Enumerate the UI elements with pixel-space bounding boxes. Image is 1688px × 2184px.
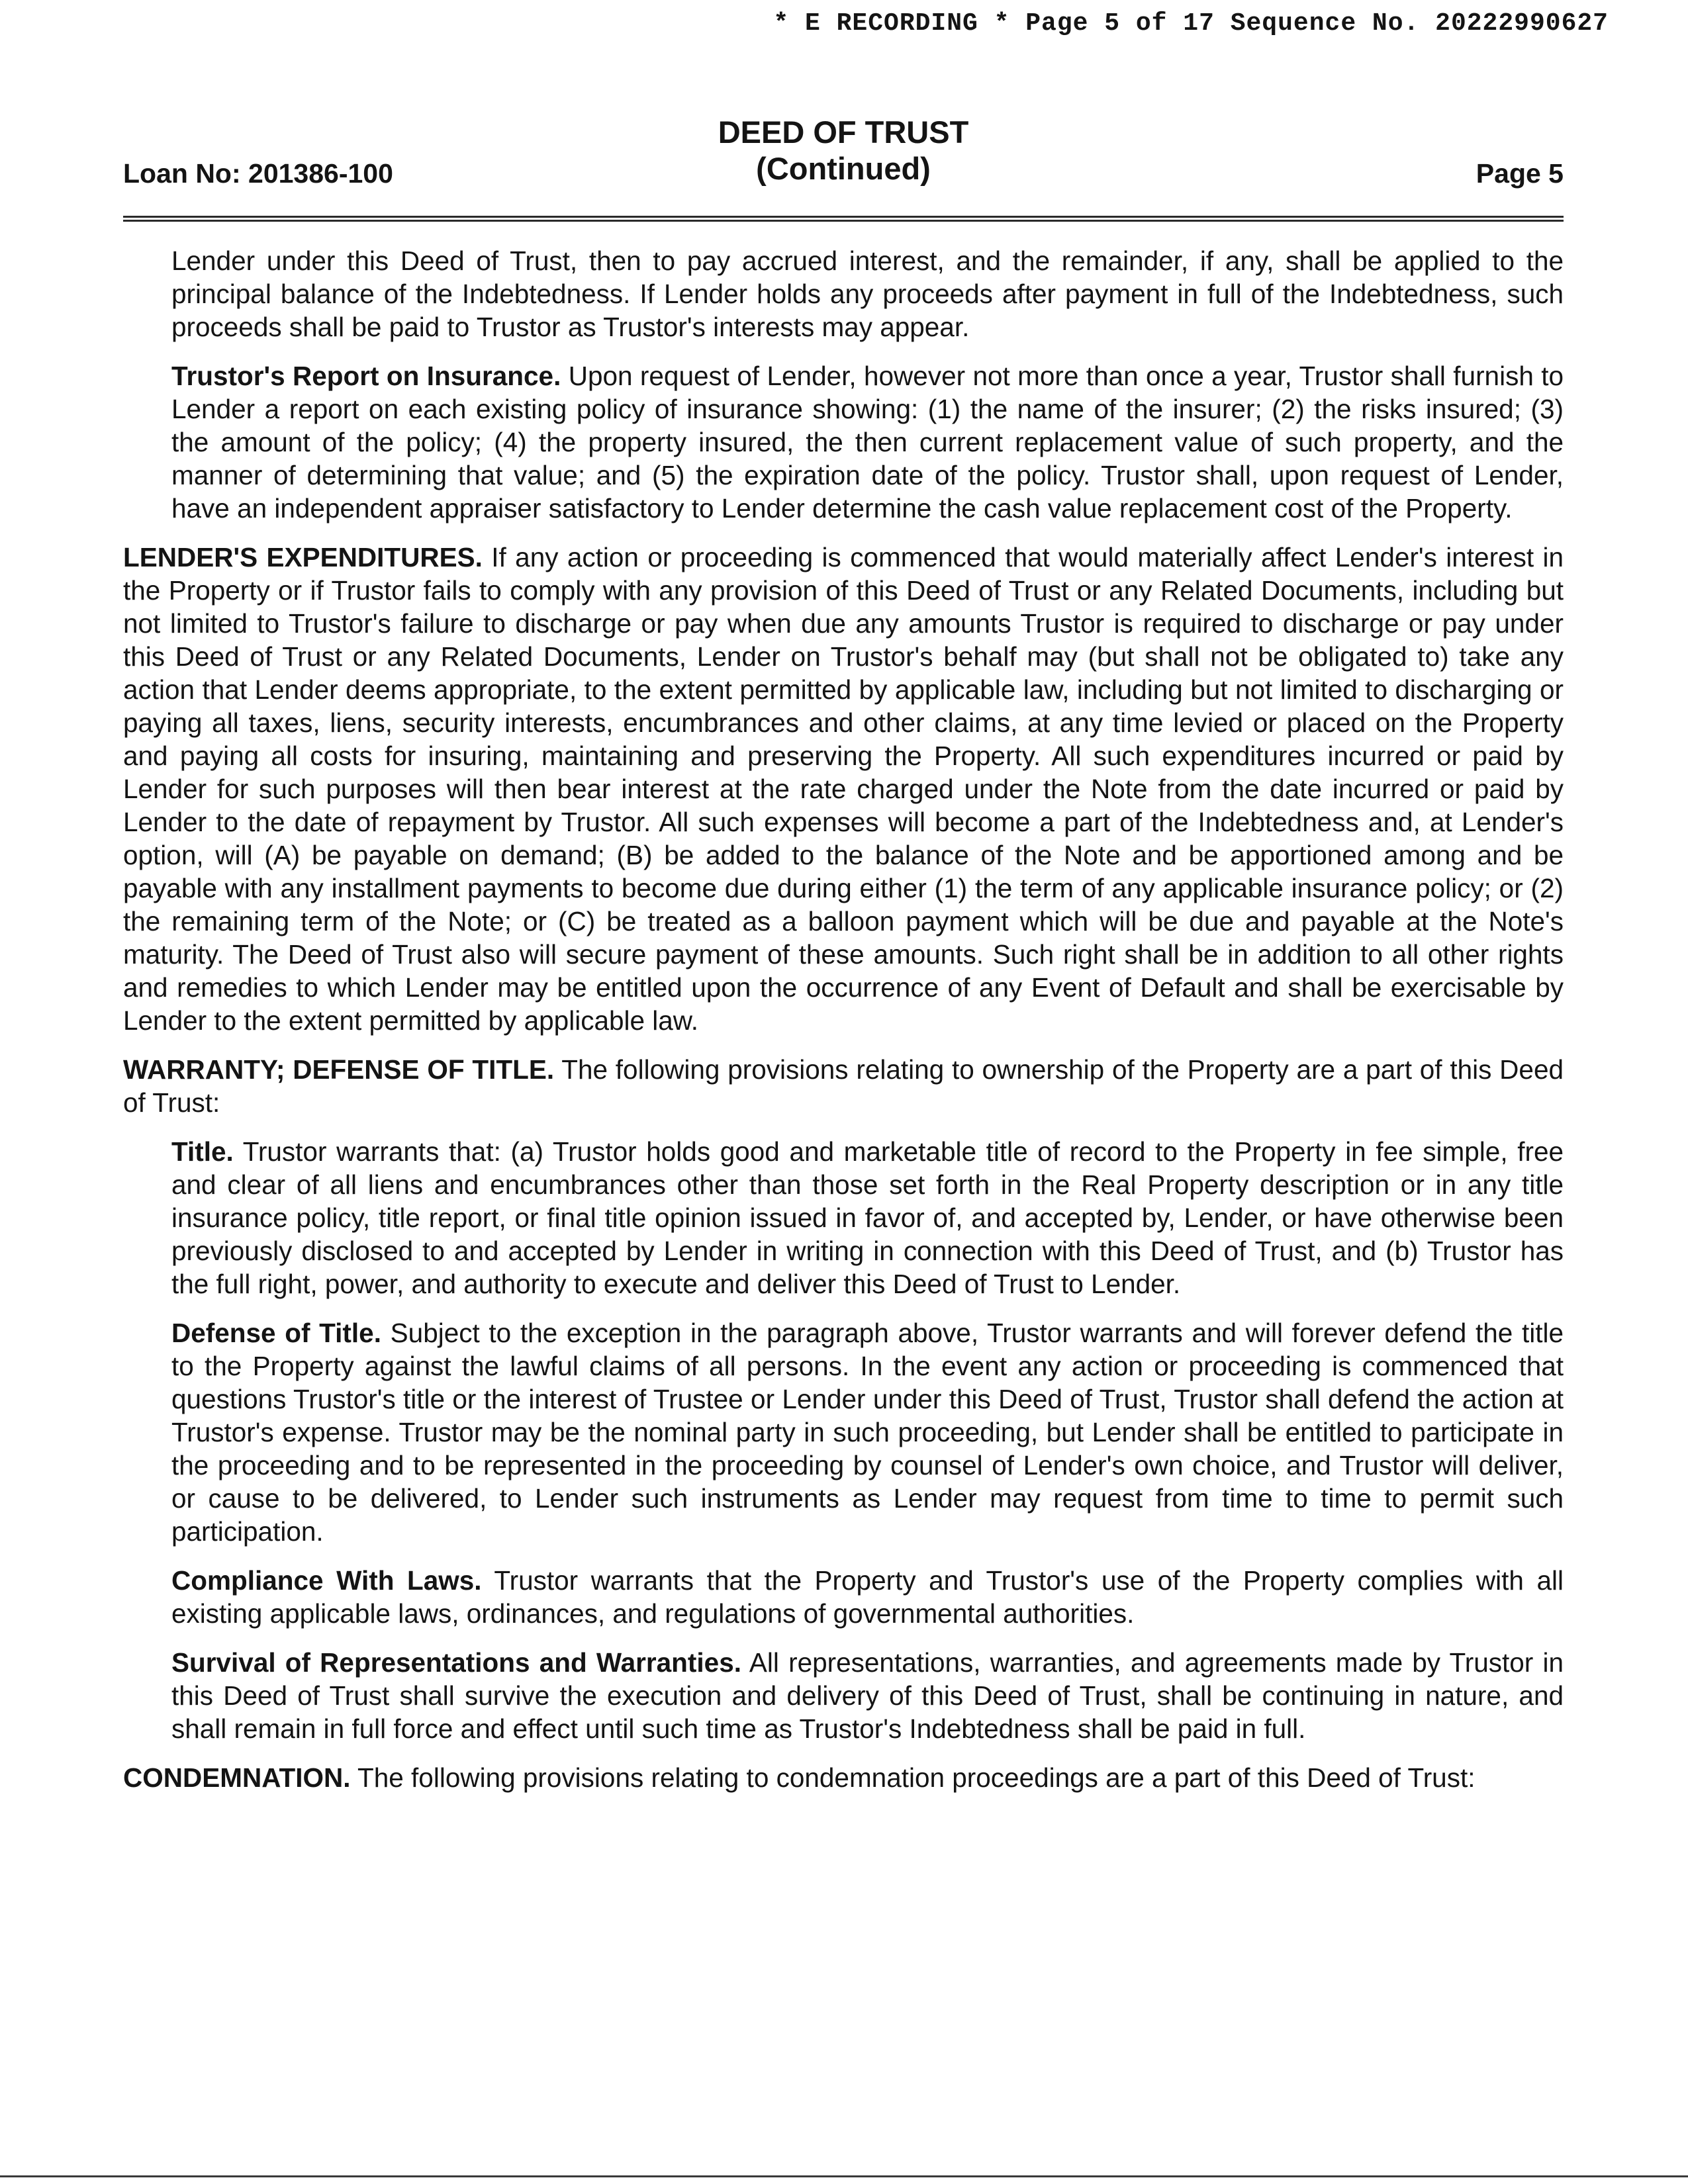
section-lenders-expenditures: [123, 541, 1564, 1037]
paragraph-heading: Compliance With Laws.: [171, 1565, 482, 1596]
document-title: DEED OF TRUST: [718, 114, 969, 150]
paragraph-proceeds-continued: [171, 244, 1564, 343]
header-divider: [123, 216, 1564, 222]
document-subtitle: (Continued): [756, 151, 931, 186]
paragraph-text: If any action or proceeding is commenced that would materially affect Lender's interest in the Property or if Trustor fails to comply with any provision of this Deed of Trust or any Related Documents, including but not limited to Trustor's failure to discharge or pay when due any amounts Trustor is required to discharge or pay under this Deed of Trust or any Related Documents, Lender on Trustor's behalf may (but shall not be obligated to) take any action that Lender deems appropriate, to the extent permitted by applicable law, including but not limited to discharging or paying all taxes, liens, security interests, encumbrances and other claims, at any time levied or placed on the Property and paying all costs for insuring, maintaining and preserving the Property. All such expenditures incurred or paid by Lender for such purposes will then bear interest at the rate charged under the Note from the date incurred or paid by Lender to the date of repayment by Trustor. All such expenses will become a part of the Indebtedness and, at Lender's option, will (A) be payable on demand; (B) be added to the balance of the Note and be apportioned among and be payable with any installment payments to become due during either (1) the term of any applicable insurance policy; or (2) the remaining term of the Note; or (C) be treated as a balloon payment which will be due and payable at the Note's maturity. The Deed of Trust also will secure payment of these amounts. Such right shall be in addition to all other rights and remedies to which Lender may be entitled upon the occurrence of any Event of Default and shall be exercisable by Lender to the extent permitted by applicable law.: [123, 542, 1564, 1036]
paragraph-trustors-report-on-insurance: [171, 359, 1564, 525]
section-heading: WARRANTY; DEFENSE OF TITLE.: [123, 1054, 555, 1085]
paragraph-text: The following provisions relating to condemnation proceedings are a part of this Deed of Trust:: [357, 1762, 1476, 1793]
paragraph-survival-of-representations: [171, 1646, 1564, 1745]
paragraph-defense-of-title: [171, 1316, 1564, 1548]
recording-stamp: * E RECORDING * Page 5 of 17 Sequence No. 20222990627: [773, 9, 1609, 38]
paragraph-heading: Title.: [171, 1136, 234, 1167]
page-number: Page 5: [1476, 158, 1564, 189]
paragraph-text: Lender under this Deed of Trust, then to pay accrued interest, and the remainder, if any, shall be applied to the principal balance of the Indebtedness. If Lender holds any proceeds after payment in full of the Indebtedness, such proceeds shall be paid to Trustor as Trustor's interests may appear.: [171, 246, 1564, 342]
paragraph-text: All representations, warranties, and agreements made by Trustor in this Deed of Trust shall survive the execution and delivery of this Deed of Trust, shall be continuing in nature, and shall remain in full force and effect until such time as Trustor's Indebtedness shall be paid in full.: [171, 1647, 1564, 1744]
paragraph-heading: Survival of Representations and Warranties.: [171, 1647, 741, 1678]
paragraph-text: The following provisions relating to ownership of the Property are a part of this Deed of Trust:: [123, 1054, 1564, 1118]
loan-number: Loan No: 201386-100: [123, 158, 393, 189]
paragraph-title: [171, 1135, 1564, 1300]
section-heading: CONDEMNATION.: [123, 1762, 351, 1793]
paragraph-compliance-with-laws: [171, 1564, 1564, 1630]
section-warranty-defense-of-title: [123, 1053, 1564, 1119]
section-condemnation: [123, 1761, 1564, 1794]
paragraph-text: Subject to the exception in the paragraph above, Trustor warrants and will forever defend the title to the Property against the lawful claims of all persons. In the event any action or proceeding is commenced that questions Trustor's title or the interest of Trustee or Lender under this Deed of Trust, Trustor shall defend the action at Trustor's expense. Trustor may be the nominal party in such proceeding, but Lender shall be entitled to participate in the proceeding and to be represented in the proceeding by counsel of Lender's own choice, and Trustor will deliver, or cause to be delivered, to Lender such instruments as Lender may request from time to time to permit such participation.: [171, 1318, 1564, 1547]
section-heading: LENDER'S EXPENDITURES.: [123, 542, 483, 572]
page-header: [123, 114, 1564, 193]
document-body: [123, 244, 1564, 1810]
paragraph-heading: Defense of Title.: [171, 1318, 381, 1348]
footer-divider: [0, 2175, 1688, 2177]
document-title-block: [123, 114, 1564, 187]
paragraph-text: Upon request of Lender, however not more than once a year, Trustor shall furnish to Lender a report on each existing policy of insurance showing: (1) the name of the insurer; (2) the risks insured; (3) the amount of the policy; (4) the property insured, the then current replacement value of such property, and the manner of determining that value; and (5) the expiration date of the policy. Trustor shall, upon request of Lender, have an independent appraiser satisfactory to Lender determine the cash value replacement cost of the Property.: [171, 361, 1564, 523]
paragraph-text: Trustor warrants that the Property and Trustor's use of the Property complies with all existing applicable laws, ordinances, and regulations of governmental authorities.: [171, 1565, 1564, 1629]
paragraph-text: Trustor warrants that: (a) Trustor holds good and marketable title of record to the Property in fee simple, free and clear of all liens and encumbrances other than those set forth in the Real Property description or in any title insurance policy, title report, or final title opinion issued in favor of, and accepted by, Lender, or have otherwise been previously disclosed to and accepted by Lender in writing in connection with this Deed of Trust, and (b) Trustor has the full right, power, and authority to execute and deliver this Deed of Trust to Lender.: [171, 1136, 1564, 1299]
paragraph-heading: Trustor's Report on Insurance.: [171, 361, 561, 391]
